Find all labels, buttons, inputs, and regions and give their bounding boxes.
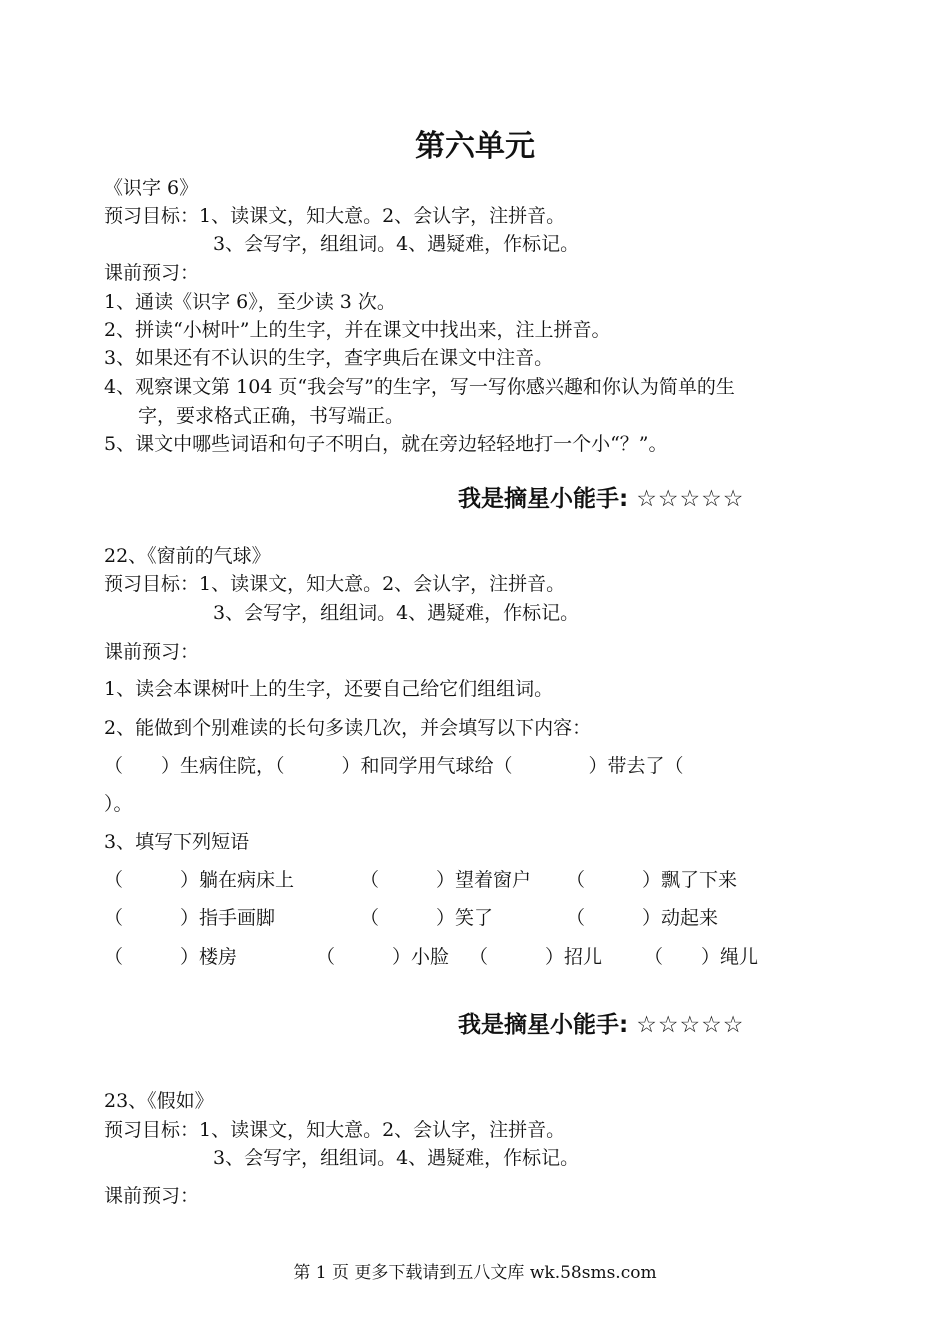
lesson1-item-2: 2、拼读“小树叶”上的生字，并在课文中找出来，注上拼音。 (104, 319, 611, 341)
lesson22-heading: 22、《窗前的气球》 (104, 545, 271, 567)
star-rating-label: 我是摘星小能手: (458, 486, 629, 512)
phrase-blank: （ ）躺在病床上 (104, 869, 295, 891)
lesson22-pre-label: 课前预习： (104, 641, 200, 663)
lesson1-item-4: 4、观察课文第 104 页“我会写”的生字，写一写你感兴趣和你认为简单的生 (104, 376, 735, 398)
star-icons[interactable]: ☆☆☆☆☆ (636, 1012, 745, 1038)
lesson23-goal-line2: 3、会写字，组组词。4、遇疑难，作标记。 (213, 1147, 580, 1169)
phrase-blank: （ ）楼房 (104, 946, 238, 968)
lesson22-star-rating (458, 1010, 744, 1040)
phrase-blank: （ ）小脸 (316, 946, 450, 968)
phrase-blank: （ ）笑了 (360, 907, 494, 929)
lesson23-goal-line1: 预习目标：1、读课文，知大意。2、会认字，注拼音。 (104, 1119, 566, 1141)
lesson1-heading: 《识字 6》 (104, 177, 199, 199)
lesson1-item-4-cont: 字，要求格式正确，书写端正。 (138, 405, 405, 427)
phrase-blank: （ ）望着窗户 (360, 869, 532, 891)
lesson22-item-1: 1、读会本课树叶上的生字，还要自己给它们组组词。 (104, 678, 554, 700)
lesson1-item-1: 1、通读《识字 6》，至少读 3 次。 (104, 291, 396, 313)
lesson22-goal-line1: 预习目标：1、读课文，知大意。2、会认字，注拼音。 (104, 573, 566, 595)
lesson22-item-2: 2、能做到个别难读的长句多读几次，并会填写以下内容： (104, 717, 592, 739)
lesson22-item-3: 3、填写下列短语 (104, 831, 250, 853)
page-title: 第六单元 (415, 129, 535, 164)
page-footer: 第 1 页 更多下载请到五八文库 wk.58sms.com (293, 1263, 657, 1283)
lesson22-goal-line2: 3、会写字，组组词。4、遇疑难，作标记。 (213, 602, 580, 624)
lesson22-fill-line-a: （ ）生病住院，（ ）和同学用气球给（ ）带去了（ (104, 755, 684, 777)
lesson1-goal-line1: 预习目标：1、读课文，知大意。2、会认字，注拼音。 (104, 205, 566, 227)
lesson1-goal-line2: 3、会写字，组组词。4、遇疑难，作标记。 (213, 233, 580, 255)
lesson23-pre-label: 课前预习： (104, 1185, 200, 1207)
phrase-blank: （ ）飘了下来 (566, 869, 738, 891)
phrase-blank: （ ）动起来 (566, 907, 719, 929)
phrase-blank: （ ）指手画脚 (104, 907, 276, 929)
lesson1-item-5: 5、课文中哪些词语和句子不明白，就在旁边轻轻地打一个小“？”。 (104, 433, 668, 455)
lesson1-item-3: 3、如果还有不认识的生字，查字典后在课文中注音。 (104, 347, 554, 369)
lesson23-heading: 23、《假如》 (104, 1090, 214, 1112)
phrase-blank: （ ）招儿 (469, 946, 603, 968)
star-rating-label: 我是摘星小能手: (458, 1012, 629, 1038)
phrase-blank: （ ）绳儿 (644, 946, 759, 968)
lesson22-fill-line-b: ）。 (104, 793, 133, 815)
star-icons[interactable]: ☆☆☆☆☆ (636, 486, 745, 512)
lesson1-star-rating (458, 484, 744, 514)
lesson1-pre-label: 课前预习： (104, 262, 200, 284)
